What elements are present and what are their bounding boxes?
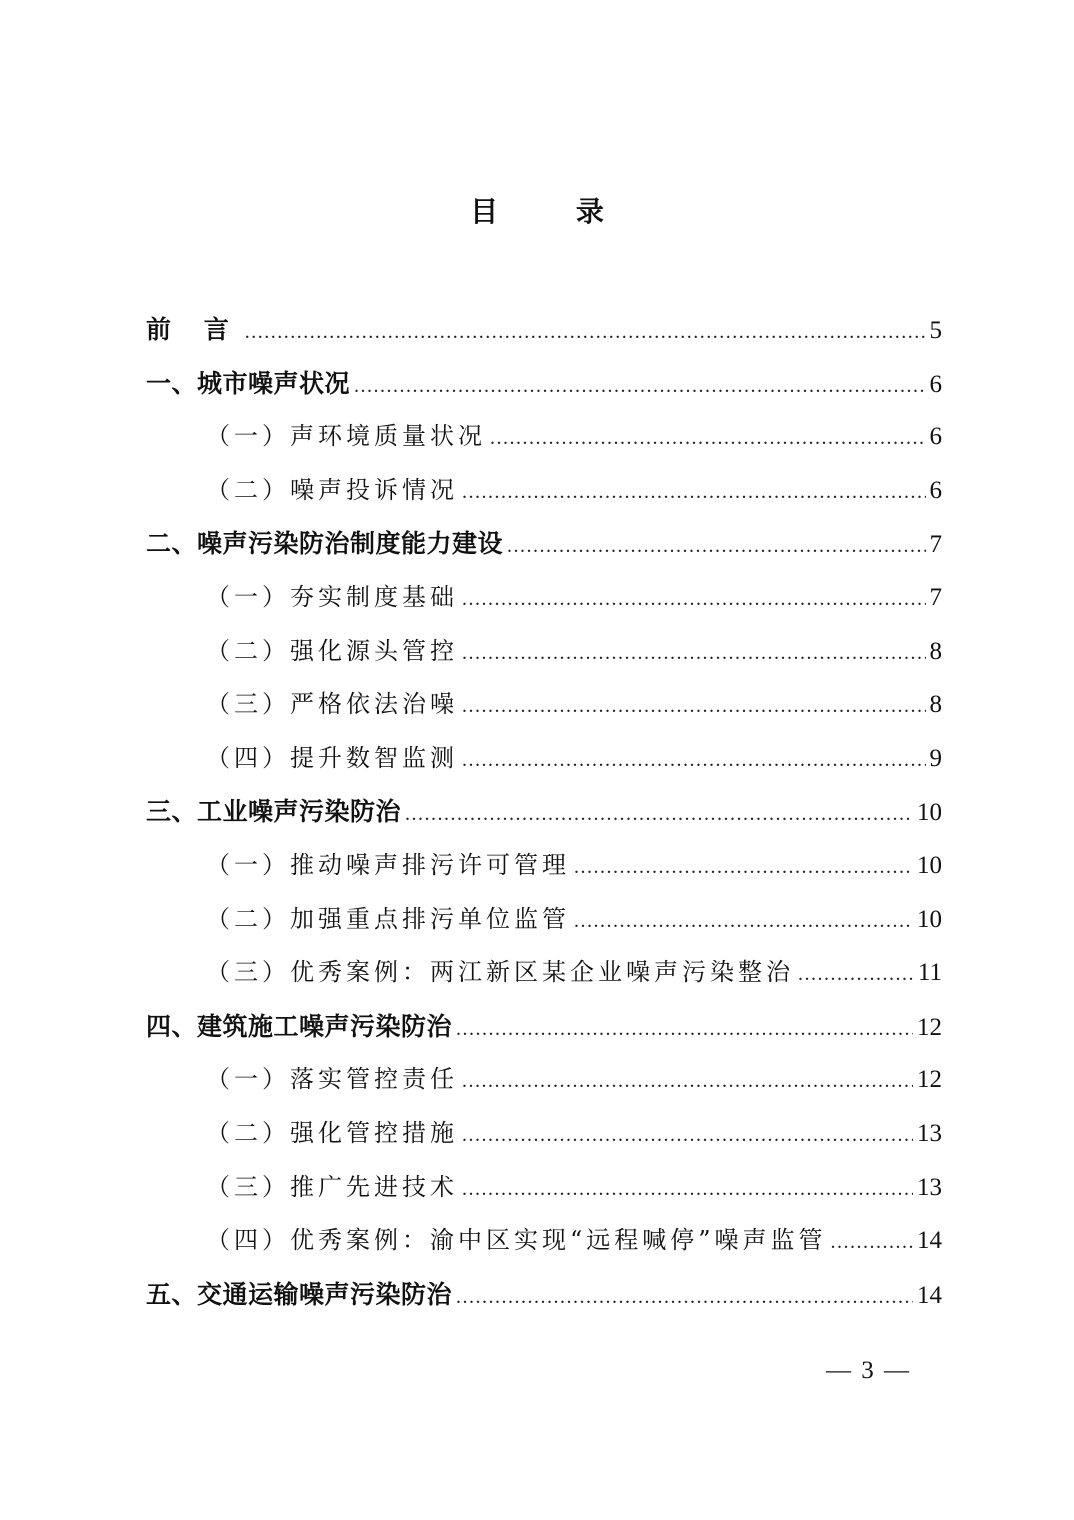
dot-leader — [574, 841, 913, 895]
toc-entry-label: （一）夯实制度基础 — [206, 582, 458, 611]
toc-entry-label: （二）噪声投诉情况 — [206, 475, 458, 504]
dot-leader — [462, 1055, 913, 1109]
toc-subentry[interactable] — [146, 893, 942, 947]
toc-entry-label: （一）声环境质量状况 — [206, 422, 486, 451]
dot-leader — [462, 627, 926, 681]
toc-entry-label: 三、工业噪声污染防治 — [146, 797, 402, 827]
toc-entry-page: 13 — [917, 1173, 942, 1201]
toc-entry-page: 6 — [929, 370, 942, 398]
toc-entry[interactable] — [146, 357, 942, 411]
toc-entry-label: （四）提升数智监测 — [206, 743, 458, 772]
dot-leader — [462, 466, 926, 520]
toc-subentry[interactable] — [146, 678, 942, 732]
toc-subentry[interactable] — [146, 839, 942, 893]
toc-entry-page: 14 — [917, 1227, 942, 1255]
toc-entry-label: （一）落实管控责任 — [206, 1065, 458, 1094]
page-number: — 3 — — [826, 1357, 911, 1384]
toc-entry-page: 8 — [929, 637, 942, 665]
dot-leader — [574, 895, 913, 949]
dot-leader — [462, 680, 926, 734]
toc-entry-label: （一）推动噪声排污许可管理 — [206, 850, 570, 879]
toc-entry-page: 13 — [917, 1119, 942, 1147]
dot-leader — [456, 1271, 913, 1325]
dot-leader — [245, 306, 926, 360]
toc-entry-label: （二）加强重点排污单位监管 — [206, 904, 570, 933]
toc-subentry[interactable] — [146, 1161, 942, 1215]
toc-entry-page: 7 — [929, 583, 942, 611]
dot-leader — [831, 1216, 913, 1270]
toc-entry-label: 二、噪声污染防治制度能力建设 — [146, 529, 504, 559]
toc-subentry[interactable] — [146, 571, 942, 625]
toc-entry-page: 11 — [917, 959, 942, 987]
toc-subentry[interactable] — [146, 625, 942, 679]
toc-entry-label: （四）优秀案例：渝中区实现“远程喊停”噪声监管 — [206, 1226, 827, 1255]
toc-entry-page: 14 — [917, 1281, 942, 1309]
toc-subentry[interactable] — [146, 1053, 942, 1107]
dot-leader — [462, 573, 926, 627]
toc-entry[interactable] — [146, 1000, 942, 1054]
toc-entry-page: 10 — [917, 851, 942, 879]
toc-entry-label: 前 言 — [146, 315, 241, 344]
toc-subentry[interactable] — [146, 1214, 942, 1268]
toc-entry-page: 12 — [917, 1066, 942, 1094]
dot-leader — [354, 360, 925, 414]
toc-entry-label: 一、城市噪声状况 — [146, 368, 351, 398]
toc-entry-label: 五、交通运输噪声污染防治 — [146, 1279, 453, 1309]
toc-entry-page: 12 — [917, 1013, 942, 1041]
toc-subentry[interactable] — [146, 732, 942, 786]
toc-entry[interactable] — [146, 517, 942, 571]
toc-entry-label: （三）严格依法治噪 — [206, 690, 458, 719]
toc-entry-page: 8 — [929, 691, 942, 719]
toc-entry-label: （二）强化管控措施 — [206, 1118, 458, 1147]
dot-leader — [507, 520, 925, 574]
page-title: 目 录 — [470, 195, 638, 228]
toc-entry-page: 6 — [929, 423, 942, 451]
toc-entry-page: 10 — [917, 905, 942, 933]
toc-entry[interactable] — [146, 1268, 942, 1322]
dot-leader — [490, 412, 926, 466]
toc-entry[interactable] — [146, 785, 942, 839]
toc-subentry[interactable] — [146, 464, 942, 518]
toc-entry-preface[interactable] — [146, 303, 942, 357]
dot-leader — [456, 1003, 913, 1057]
dot-leader — [405, 788, 913, 842]
dot-leader — [798, 948, 914, 1002]
toc-subentry[interactable] — [146, 410, 942, 464]
toc-entry-page: 5 — [929, 317, 942, 344]
toc-subentry[interactable] — [146, 1107, 942, 1161]
toc-subentry[interactable] — [146, 946, 942, 1000]
toc-entry-page: 9 — [929, 744, 942, 772]
toc-entry-label: （二）强化源头管控 — [206, 636, 458, 665]
toc-entry-page: 6 — [929, 476, 942, 504]
table-of-contents — [146, 303, 942, 1321]
toc-entry-label: （三）优秀案例：两江新区某企业噪声污染整治 — [206, 958, 794, 987]
dot-leader — [462, 1109, 913, 1163]
dot-leader — [462, 734, 926, 788]
toc-entry-page: 10 — [917, 799, 942, 827]
toc-entry-label: （三）推广先进技术 — [206, 1172, 458, 1201]
toc-entry-page: 7 — [929, 531, 942, 559]
dot-leader — [462, 1163, 913, 1217]
toc-entry-label: 四、建筑施工噪声污染防治 — [146, 1011, 453, 1041]
